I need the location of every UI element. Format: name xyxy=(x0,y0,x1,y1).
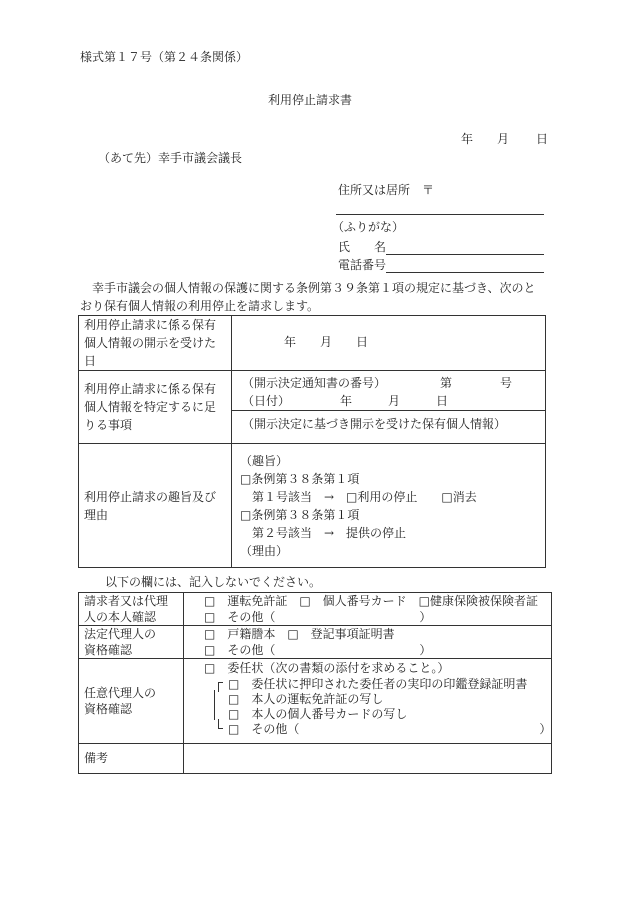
office-use-table xyxy=(78,592,552,774)
disclosed-info-label: （開示決定に基づき開示を受けた保有個人情報） xyxy=(242,417,507,431)
notice-number-value: 第 号 xyxy=(440,376,513,390)
notice-number-label: （開示決定通知書の番号） xyxy=(242,376,387,390)
sub-item-my-number-card: □ 本人の個人番号カードの写し xyxy=(228,707,408,721)
bracket-bottom xyxy=(218,719,223,729)
table-row xyxy=(79,744,552,774)
date-year: 年 xyxy=(461,132,474,146)
bracket-top xyxy=(218,682,223,692)
table-row xyxy=(79,371,546,444)
furigana-label: （ふりがな） xyxy=(332,220,405,234)
address-label: 住所又は居所 xyxy=(338,183,411,197)
voluntary-rep-check-field xyxy=(184,659,552,744)
page-title: 利用停止請求書 xyxy=(268,93,353,107)
label-disclosure-date: 利用停止請求に係る保有 個人情報の開示を受けた 日 xyxy=(79,316,232,371)
office-use-note: 以下の欄には、記入しないでください。 xyxy=(105,575,322,589)
table-row xyxy=(79,593,552,626)
disclosure-date-field[interactable]: 年 月 日 xyxy=(232,316,546,371)
label-remarks: 備考 xyxy=(79,744,184,774)
bracket-middle xyxy=(214,690,215,720)
identity-check-field: □ 運転免許証 □ 個人番号カード □健康保険被保険者証 □ その他（ ） xyxy=(184,593,552,626)
address-line[interactable] xyxy=(336,214,544,215)
label-legal-rep-check: 法定代理人の 資格確認 xyxy=(79,626,184,659)
intro-line-1: 幸手市議会の個人情報の保護に関する条例第３９条第１項の規定に基づき、次のと xyxy=(80,281,536,295)
name-line[interactable] xyxy=(386,254,544,255)
label-voluntary-rep-check: 任意代理人の 資格確認 xyxy=(79,659,184,744)
label-identity-check: 請求者又は代理 人の本人確認 xyxy=(79,593,184,626)
table-row xyxy=(79,626,552,659)
intro-line-2: おり保有個人情報の利用停止を請求します。 xyxy=(80,299,320,313)
table-row xyxy=(79,444,546,568)
sub-item-seal-certificate: □ 委任状に押印された委任者の実印の印鑑登録証明書 xyxy=(228,677,528,691)
postal-mark: 〒 xyxy=(422,183,435,197)
sub-item-other: □ その他（ ） xyxy=(228,722,552,736)
date-month: 月 xyxy=(497,132,510,146)
addressee: （あて先）幸手市議会議長 xyxy=(98,151,243,165)
phone-label: 電話番号 xyxy=(338,258,387,272)
form-number: 様式第１７号（第２４条関係） xyxy=(80,50,249,64)
table-row xyxy=(79,659,552,744)
name-label: 氏 名 xyxy=(338,240,387,254)
label-identify-info: 利用停止請求に係る保有 個人情報を特定するに足 りる事項 xyxy=(79,371,232,444)
identify-info-field[interactable] xyxy=(232,371,546,444)
date-day: 日 xyxy=(536,132,549,146)
table-row xyxy=(79,316,546,371)
sub-item-driver-license: □ 本人の運転免許証の写し xyxy=(228,692,384,706)
label-purpose-reason: 利用停止請求の趣旨及び 理由 xyxy=(79,444,232,568)
request-table xyxy=(78,315,546,568)
notice-date-value: 年 月 日 xyxy=(340,394,449,408)
legal-rep-check-field: □ 戸籍謄本 □ 登記事項証明書 □ その他（ ） xyxy=(184,626,552,659)
purpose-reason-field[interactable]: （趣旨） □条例第３８条第１項 第１号該当 → □利用の停止 □消去 □条例第３８条第１項 第２号該当 → 提供の停止 （理由） xyxy=(232,444,546,568)
remarks-field xyxy=(184,744,552,774)
phone-line[interactable] xyxy=(386,272,544,273)
power-of-attorney-item: □ 委任状（次の書類の添付を求めること。） xyxy=(204,661,450,675)
notice-date-label: （日付） xyxy=(242,394,291,408)
